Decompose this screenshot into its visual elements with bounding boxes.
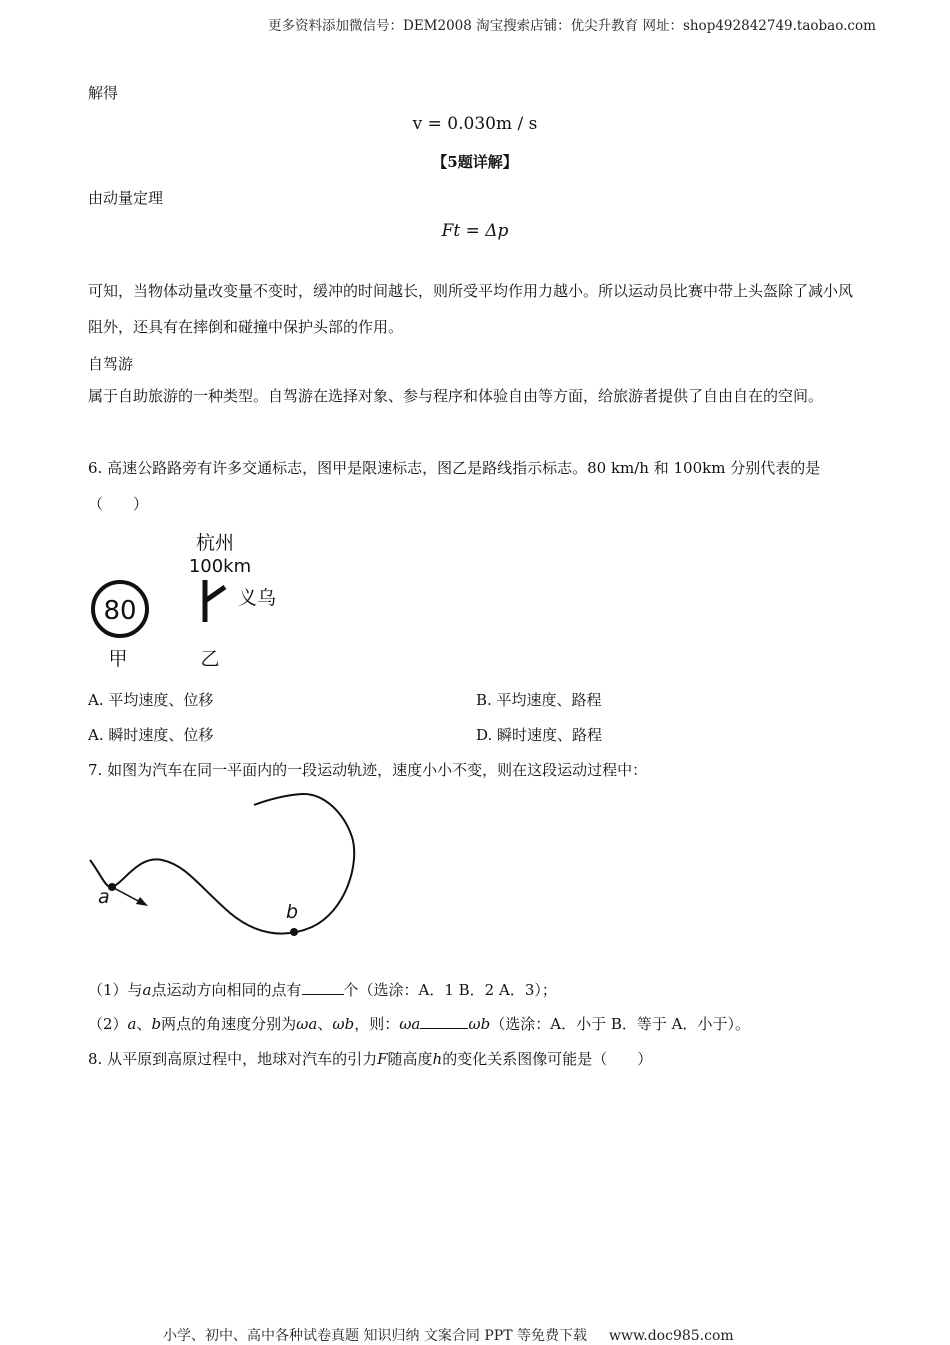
sub2-var-a: a [127,1015,137,1033]
omega-b-compare: ωb [468,1015,491,1033]
q6-option-b: B. 平均速度、路程 [476,691,602,709]
formula-impulse: Ft = Δp [441,221,509,241]
sub1-prefix: （1）与 [88,981,143,999]
point-b [290,928,298,936]
label-point-a: a [98,886,110,908]
q6-option-c: A. 瞬时速度、位移 [88,726,214,744]
omega-a-compare: ωa [399,1015,421,1033]
page-header: 更多资料添加微信号：DEM2008 淘宝搜索店铺：优尖升教育 网址：shop492842749.taobao.com [268,18,876,34]
q8-var-F: F [377,1050,388,1068]
question-6-stem: 6. 高速公路路旁有许多交通标志，图甲是限速标志，图乙是路线指示标志。80 km/h 和 100km 分别代表的是（ ） [88,459,821,513]
q6-option-d: D. 瞬时速度、路程 [476,726,603,744]
omega-a: ωa [296,1015,318,1033]
q8-mid: 随高度 [387,1050,433,1068]
heading-question-5: 【5题详解】 [432,153,518,171]
label-yi: 乙 [200,648,220,670]
q6-option-a: A. 平均速度、位移 [88,691,214,709]
q8-prefix: 8. 从平原到高原过程中，地球对汽车的引力 [88,1050,378,1068]
traffic-signs-figure [80,525,310,675]
question-7-stem: 7. 如图为汽车在同一平面内的一段运动轨迹，速度小小不变，则在这段运动过程中： [88,761,648,779]
sub2-mid: 两点的角速度分别为 [161,1015,297,1033]
trajectory-curve [90,794,354,934]
sub2-separator: 、 [136,1015,152,1033]
text-zijiayou: 自驾游 [88,355,134,373]
sub1-mid: 点运动方向相同的点有 [151,981,302,999]
sign-distance: 100km [188,556,252,577]
velocity-arrow-shaft [112,887,142,903]
q7-subquestion-2 [88,1013,750,1034]
text-jiede: 解得 [88,84,119,102]
sub2-then: ，则： [354,1015,400,1033]
omega-b: ωb [332,1015,355,1033]
page-footer [163,1325,734,1345]
formula-velocity: v = 0.030m / s [412,114,538,134]
sub1-suffix: 个（选涂：A．1 B．2 A．3）； [343,981,557,999]
paragraph-explanation: 可知，当物体动量改变量不变时，缓冲的时间越长，则所受平均作用力越小。所以运动员比赛中带上头盔除了减小风阻外，还具有在摔倒和碰撞中保护头部的作用。 [88,282,854,336]
q7-subquestion-1 [88,979,557,1000]
question-8-stem [88,1048,652,1069]
speed-limit-number: 80 [103,596,137,626]
label-point-b: b [286,901,299,923]
footer-url[interactable]: www.doc985.com [608,1328,734,1344]
sub1-var-a: a [142,981,152,999]
answer-blank-1[interactable] [302,980,344,995]
label-jia: 甲 [108,648,128,670]
text-dongliang: 由动量定理 [88,189,164,207]
direction-sign-branch [205,587,225,601]
sub2-separator-2: 、 [317,1015,333,1033]
q8-suffix: 的变化关系图像可能是（ ） [442,1050,653,1068]
velocity-arrow-head [136,897,148,906]
sign-branch-city: 义乌 [238,587,277,609]
footer-text: 小学、初中、高中各种试卷真题 知识归纳 文案合同 PPT 等免费下载 [163,1328,587,1344]
sub2-prefix: （2） [88,1015,128,1033]
answer-blank-2[interactable] [420,1014,468,1029]
sign-city: 杭州 [195,532,235,554]
q8-var-h: h [432,1050,443,1068]
sub2-var-b: b [151,1015,162,1033]
sub2-suffix: （选涂：A．小于 B．等于 A．小于）。 [490,1015,750,1033]
paragraph-zijiayou: 属于自助旅游的一种类型。自驾游在选择对象、参与程序和体验自由等方面，给旅游者提供了自由自在的空间。 [88,387,824,405]
trajectory-figure [82,785,372,950]
